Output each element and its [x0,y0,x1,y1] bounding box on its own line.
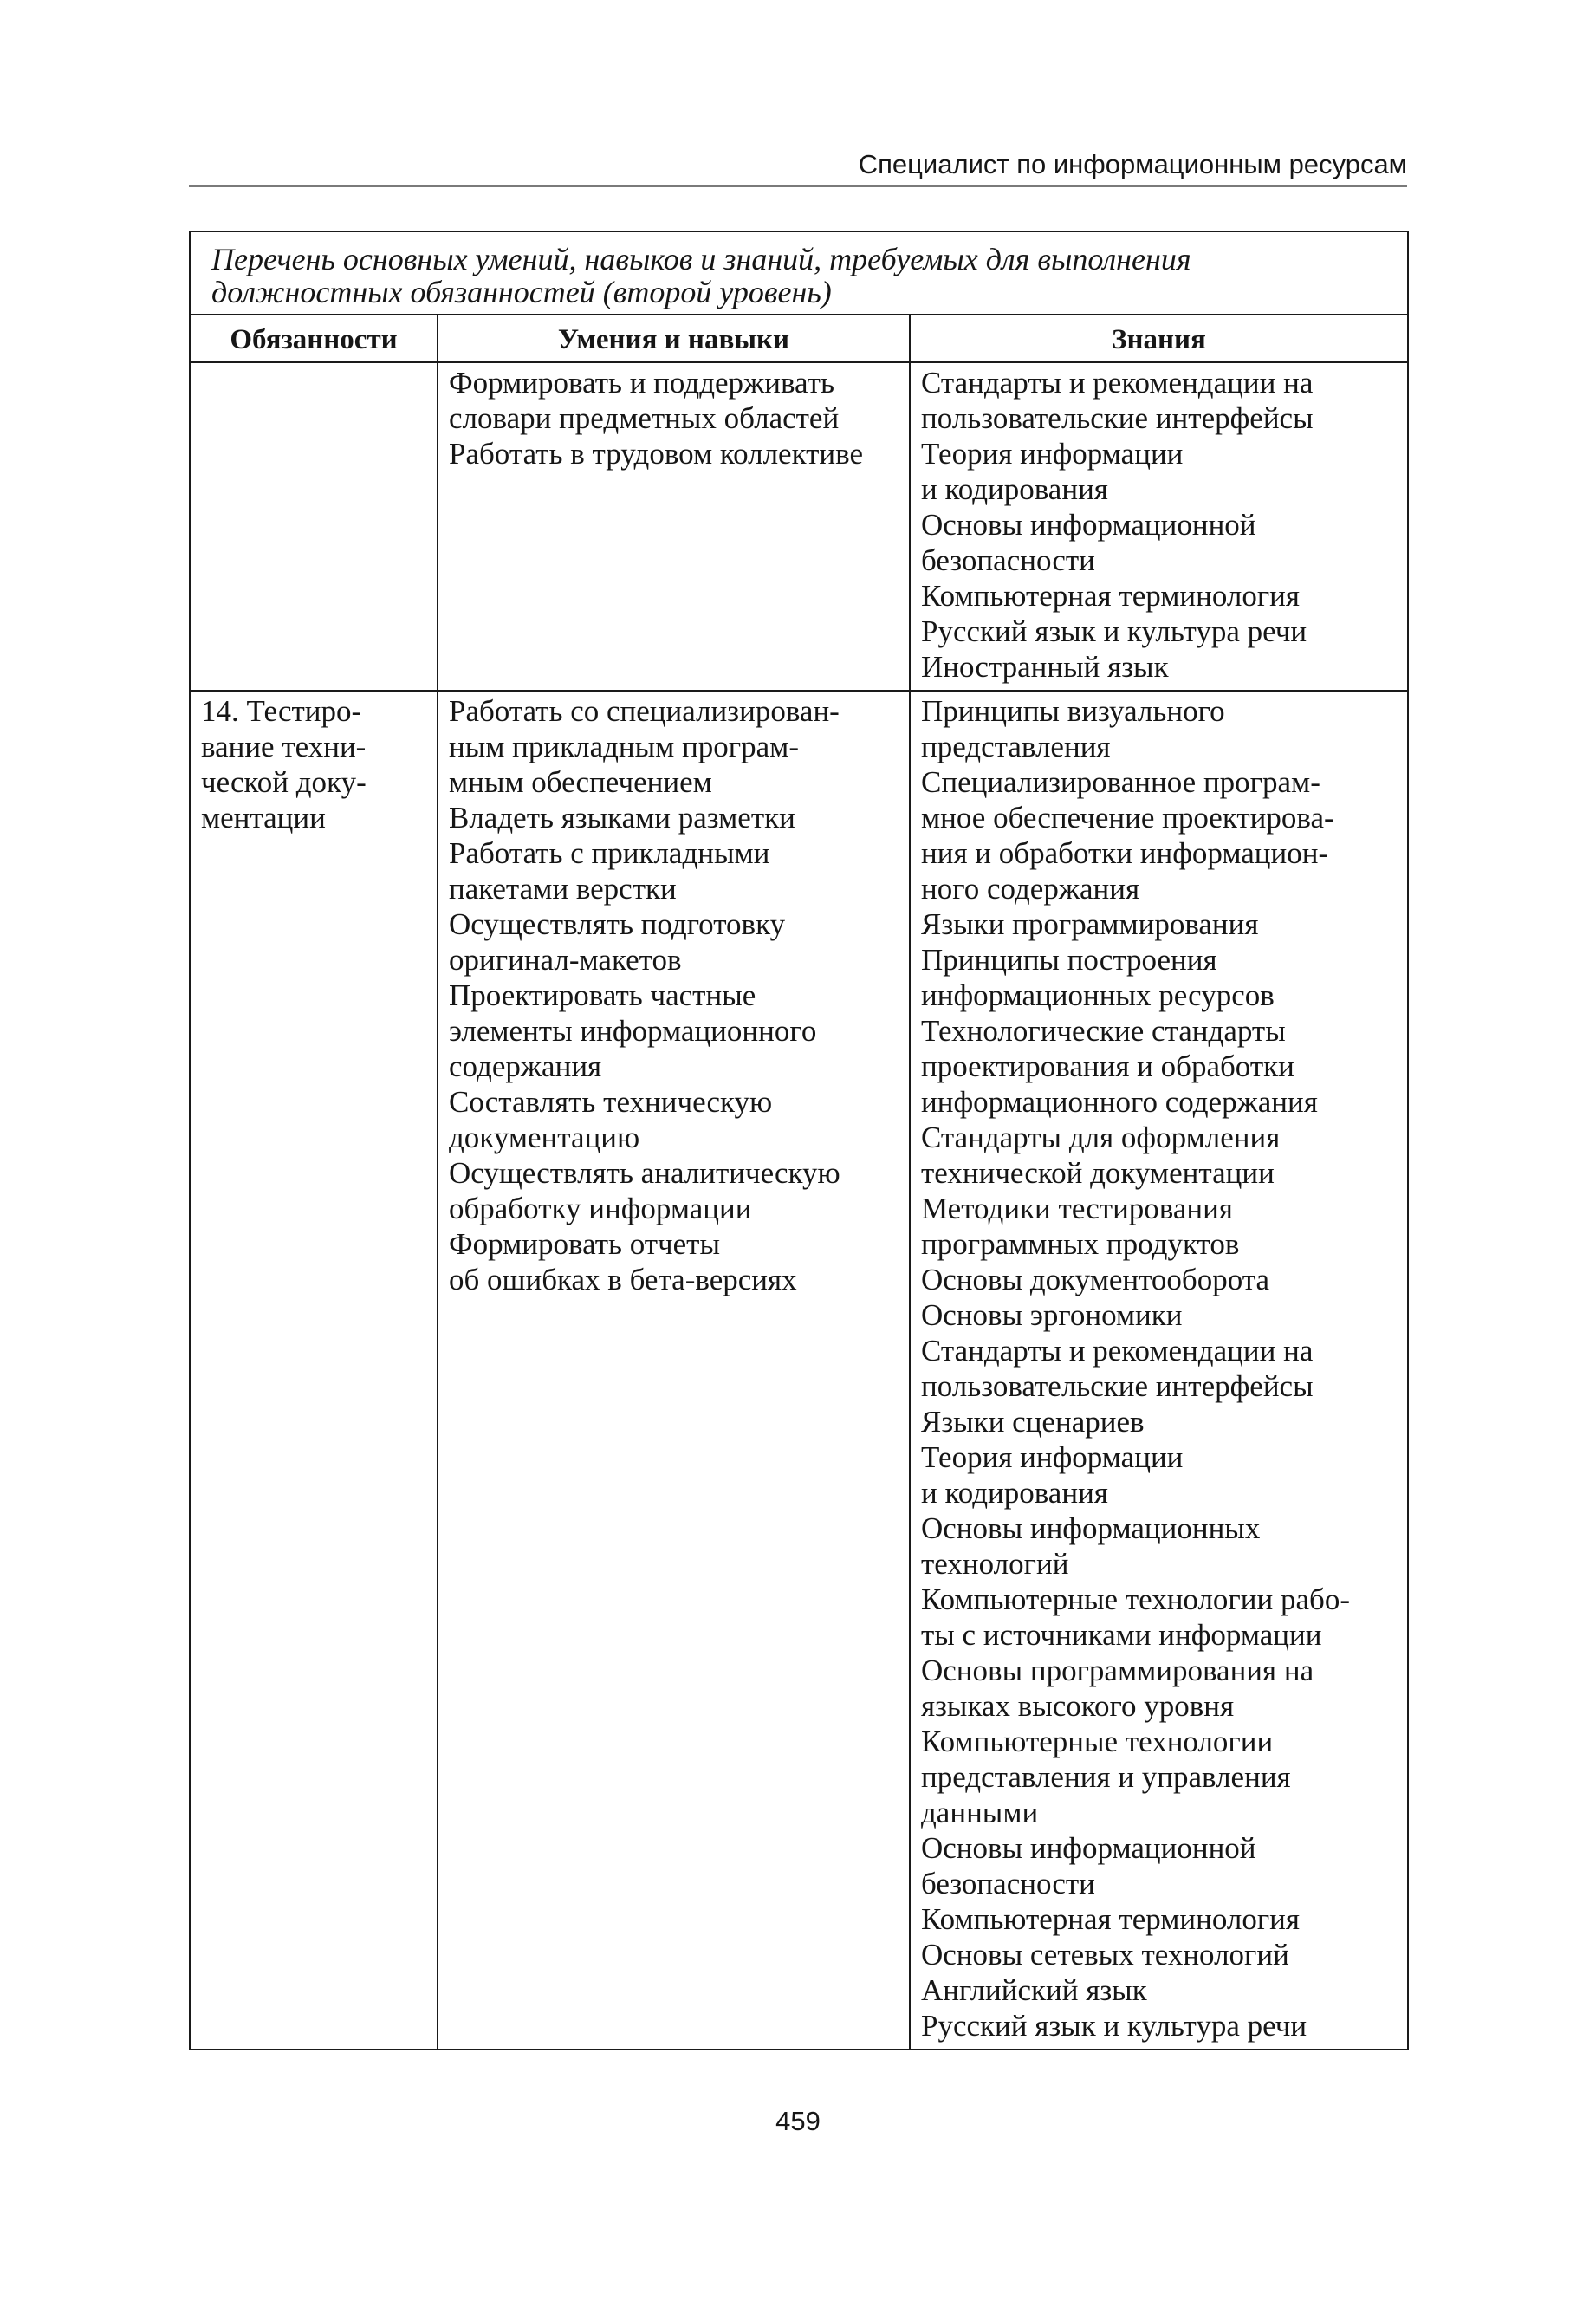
duty-cell [190,362,438,691]
column-header-knowledge: Знания [910,315,1408,362]
column-header-skills: Умения и навыки [438,315,910,362]
knowledge-line: программных продуктов [921,1227,1240,1261]
duty-line: ческой доку- [201,765,367,799]
duties-table [189,231,1409,2050]
knowledge-line: мное обеспечение проектирова- [921,801,1334,835]
knowledge-line: Технологические стандарты [921,1014,1286,1048]
knowledge-line: пользовательские интерфейсы [921,1369,1314,1403]
knowledge-line: представления и управления [921,1760,1291,1794]
knowledge-line: Иностранный язык [921,650,1169,684]
page-number: 459 [775,2106,821,2136]
caption-row [190,231,1408,315]
knowledge-line: Стандарты и рекомендации на [921,366,1314,400]
knowledge-line: Языки сценариев [921,1405,1145,1439]
skills-line: Осуществлять подготовку [449,907,786,941]
knowledge-line: Стандарты и рекомендации на [921,1334,1314,1368]
knowledge-line: Основы эргономики [921,1298,1183,1332]
knowledge-line: Стандарты для оформления [921,1121,1281,1154]
knowledge-line: ты с источниками информации [921,1618,1322,1652]
table-row [190,691,1408,2050]
knowledge-line: информационных ресурсов [921,978,1275,1012]
skills-line: оригинал-макетов [449,943,682,977]
skills-line: обработку информации [449,1192,752,1225]
knowledge-line: Теория информации [921,437,1184,471]
knowledge-line: пользовательские интерфейсы [921,401,1314,435]
knowledge-line: проектирования и обработки [921,1049,1294,1083]
knowledge-line: Принципы построения [921,943,1217,977]
duty-line: 14. Тестиро- [201,694,362,728]
skills-line: документацию [449,1121,640,1154]
knowledge-line: представления [921,730,1111,763]
knowledge-line: информационного содержания [921,1085,1318,1119]
knowledge-line: Русский язык и культура речи [921,614,1307,648]
knowledge-line: языках высокого уровня [921,1689,1235,1723]
skills-line: Работать в трудовом коллективе [449,437,864,471]
knowledge-line: Английский язык [921,1973,1147,2007]
knowledge-line: ния и обработки информацион- [921,836,1329,870]
knowledge-line: Русский язык и культура речи [921,2009,1307,2043]
knowledge-line: Языки программирования [921,907,1259,941]
running-head: Специалист по информационным ресурсам [189,147,1407,187]
skills-line: Работать со специализирован- [449,694,840,728]
duty-line: ментации [201,801,326,835]
knowledge-line: Компьютерная терминология [921,579,1301,613]
column-header-row [190,315,1408,362]
skills-line: Владеть языками разметки [449,801,795,835]
knowledge-line: безопасности [921,1867,1095,1900]
skills-line: Формировать отчеты [449,1227,720,1261]
skills-cell [438,691,910,2050]
table-row [190,362,1408,691]
skills-line: содержания [449,1049,602,1083]
knowledge-line: Принципы визуального [921,694,1225,728]
knowledge-line: Основы информационных [921,1511,1261,1545]
column-header-duties: Обязанности [190,315,438,362]
knowledge-line: Основы информационной [921,1831,1256,1865]
knowledge-line: Основы сетевых технологий [921,1938,1289,1972]
caption-line: Перечень основных умений, навыков и знаний, требуемых для выполнения [211,242,1191,276]
knowledge-line: Основы программирования на [921,1654,1314,1687]
duty-line: вание техни- [201,730,367,763]
skills-line: ным прикладным програм- [449,730,799,763]
knowledge-cell [910,362,1408,691]
knowledge-line: Основы документооборота [921,1263,1270,1296]
knowledge-line: и кодирования [921,472,1108,506]
knowledge-line: данными [921,1796,1039,1829]
skills-line: Проектировать частные [449,978,756,1012]
knowledge-line: Компьютерные технологии [921,1725,1274,1758]
knowledge-line: Компьютерные технологии рабо- [921,1582,1350,1616]
knowledge-line: Методики тестирования [921,1192,1233,1225]
knowledge-line: Основы информационной [921,508,1256,542]
skills-line: пакетами верстки [449,872,677,906]
knowledge-line: технической документации [921,1156,1275,1190]
knowledge-line: и кодирования [921,1476,1108,1510]
skills-line: Работать с прикладными [449,836,770,870]
table-caption [190,231,1408,315]
knowledge-cell [910,691,1408,2050]
knowledge-line: ного содержания [921,872,1140,906]
skills-line: об ошибках в бета-версиях [449,1263,797,1296]
skills-line: словари предметных областей [449,401,840,435]
skills-line: Составлять техническую [449,1085,773,1119]
knowledge-line: Компьютерная терминология [921,1902,1301,1936]
skills-line: Формировать и поддерживать [449,366,834,400]
skills-line: мным обеспечением [449,765,712,799]
knowledge-line: безопасности [921,543,1095,577]
knowledge-line: Теория информации [921,1440,1184,1474]
skills-line: элементы информационного [449,1014,817,1048]
duty-cell [190,691,438,2050]
skills-line: Осуществлять аналитическую [449,1156,840,1190]
knowledge-line: Специализированное програм- [921,765,1320,799]
caption-line: должностных обязанностей (второй уровень) [211,275,832,309]
knowledge-line: технологий [921,1547,1069,1581]
skills-cell [438,362,910,691]
